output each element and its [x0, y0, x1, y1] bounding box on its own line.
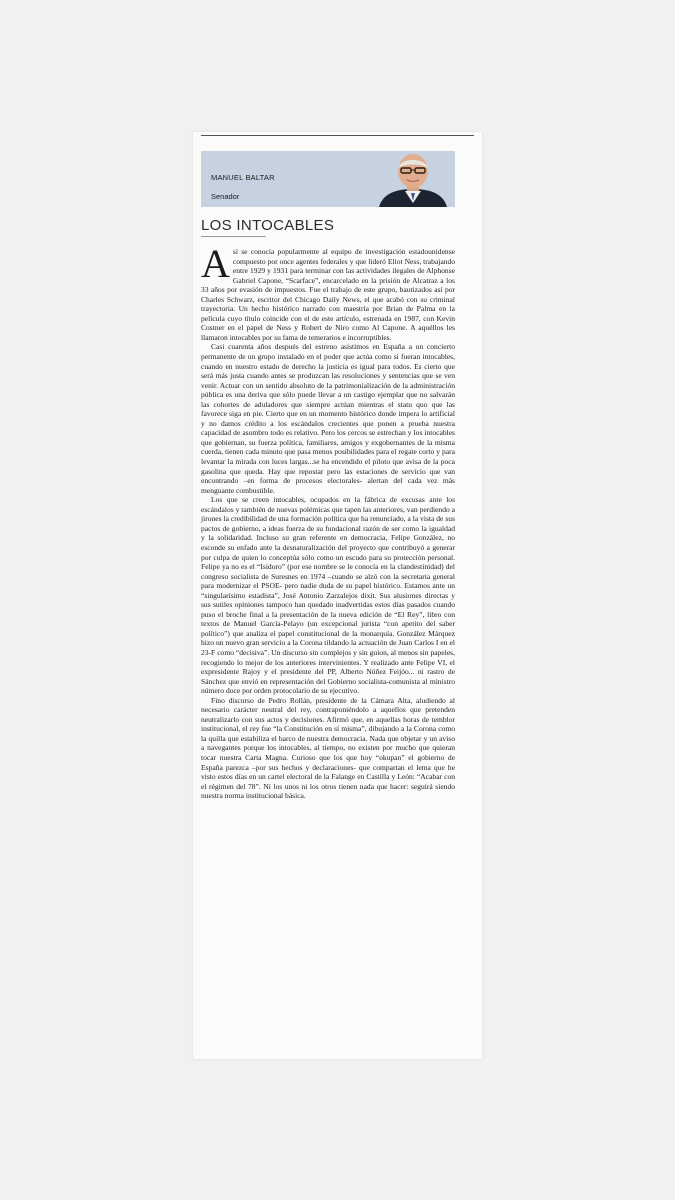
- column-title: LOS INTOCABLES: [201, 217, 335, 234]
- drop-cap: A: [201, 241, 230, 286]
- author-role: Senador: [211, 192, 240, 201]
- title-underline: [201, 236, 266, 237]
- author-name: MANUEL BALTAR: [211, 173, 275, 182]
- paragraph-text: sí se conocía popularmente al equipo de investigación estadounidense compuesto por once agentes federales y que lideró Eliot Ness, trabajando entre 1929 y 1931 para terminar con las actividades ilegales de Alphonse Gabriel Capone, “Scarface”, encarcelado en la prisión de Alcatraz a los 33 años por evasión de impuestos. Fue el trabajo de este grupo, bautizados así por Charles Schwarz, escritor del Chicago Daily News, el que acabó con su criminal trayectoria. Un hecho histórico narrado con maestría por Brian de Palma en la película cuyo título coincide con el de este artículo, estrenada en 1987, con Kevin Costner en el papel de Ness y Robert de Niro como Al Capone. A aquéllos les llamaron intocables por su fama de temerarios e incorruptibles.: [201, 247, 455, 342]
- newspaper-clipping: [193, 132, 482, 1059]
- author-header: [201, 151, 455, 207]
- article-paragraph: [201, 241, 455, 342]
- author-portrait: [371, 151, 455, 207]
- article-body: [201, 241, 455, 801]
- article-paragraph: Casi cuarenta años después del estreno asistimos en España a un concierto permanente de un grupo instalado en el poder que actúa como si fueran intocables, cuando en nuestro estado de derecho la justicia es igual para todos. Es cierto que será más justa cuando antes se produzcan las resoluciones y sentencias que se ven venir. Actuar con un sentido absoluto de la patrimonialización de la administración pública es una deriva que sólo puede llevar a un castigo ejemplar que no salvarán las cohortes de aduladores que siempre actúan mientras el statu quo que las favorece siga en pie. Cierto que en un momento histórico donde impera lo artificial y no damos crédito a los escándalos crecientes que ponen a prueba nuestra capacidad de asombro todo es relativo. Pero los cercos se estrechan y los intocables que gobiernan, su fuerza política, familiares, amigos y exgobernantes de la misma cuerda, tienen cada minuto que pasa menos posibilidades para el regate corto y para levantar la mirada con luces largas...se ha encendido el piloto que avisa de la poca gasolina que queda. Hay que repostar pero las estaciones de servicio que van encontrando –en forma de procesos electorales- alertan del cada vez más menguante combustible.: [201, 342, 455, 495]
- top-rule: [201, 135, 474, 136]
- article-paragraph: Fino discurso de Pedro Rollán, presidente de la Cámara Alta, aludiendo al necesario carácter neutral del rey, contraponiéndolo a aquellos que pretenden neutralizarlo con sus actos y decisiones. Afirmó que, en aquellas horas de temblor institucional, el rey fue “la Constitución en sí misma”, dibujando a la Corona como la quilla que estabiliza el barco de nuestra democracia. Nada que objetar y un aviso a navegantes porque los intocables, al tiempo, no existen por mucho que quieran tocar nuestra Carta Magna. Curioso que los que hoy “okupan” el gobierno de España parezca –por sus hechos y declaraciones- que compartan el lema que he visto estos días en un cartel electoral de la Falange en Castilla y León: “Acabar con el régimen del 78”. Ni los unos ni los otros tienen nada que hacer: seguirá siendo nuestra norma institucional básica.: [201, 695, 455, 801]
- article-paragraph: Los que se creen intocables, ocupados en la fábrica de excusas ante los escándalos y también de nuevas polémicas que tapen las anteriores, van perdiendo a jirones la credibilidad de una formación política que ha renunciado, a la vista de sus pactos de gobierno, a ideas fuerza de su fundacional razón de ser como la igualdad y la solidaridad. Incluso su gran referente en democracia, Felipe González, no esconde su enfado ante la desnaturalización del proyecto que contribuyó a generar por culpa de quien lo conceptúa sólo como un escudo para su protección personal. Felipe ya no es el “Isidoro” (por ese nombre se le conocía en la clandestinidad) del congreso socialista de Suresnes en 1974 –cuando se alzó con la secretaria general para modernizar el PSOE- pero nadie duda de su papel histórico. Estamos ante un “singularísimo estadista”, José Antonio Zarzalejos dixit. Sus alusiones directas y sus sutiles opiniones tampoco han quedado inadvertidas estos días pasados cuando puso el broche final a la presentación de la nueva edición de “El Rey”, libro con textos de Manuel García-Pelayo (un excepcional jurista “con apetito del saber político”) que analiza el papel constitucional de la monarquía. González Márquez hizo un nuevo gran servicio a la Corona tildando la actuación de Juan Carlos I en el 23-F como “decisiva”. Un discurso sin complejos y sin guion, al menos sin papeles, recogiendo lo mejor de los anteriores intervinientes. Y realizado ante Felipe VI, el expresidente Rajoy y el presidente del PP, Alberto Núñez Feijóo... ni rastro de Sánchez que envió en representación del Gobierno socialista-comunista al ministro número doce por orden protocolario de su ejecutivo.: [201, 495, 455, 696]
